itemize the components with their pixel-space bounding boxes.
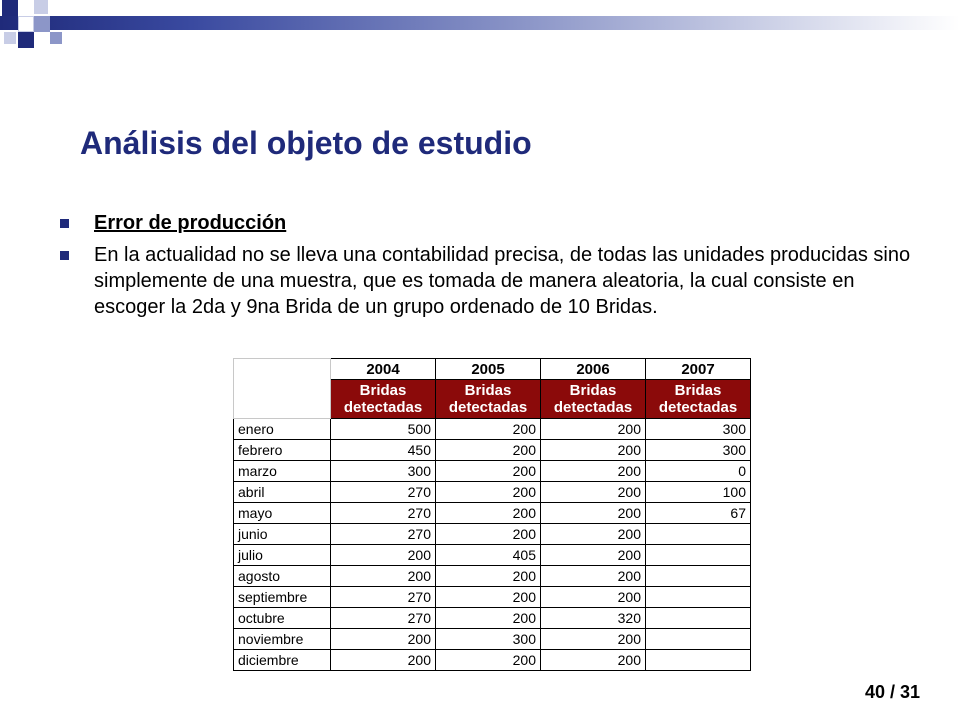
value-cell: 200 (541, 440, 646, 461)
square-bullet-icon (60, 251, 69, 260)
square-bullet-icon (60, 219, 69, 228)
value-cell: 200 (436, 608, 541, 629)
table-row (234, 482, 751, 503)
header-gradient-bar (0, 16, 960, 30)
value-cell (646, 524, 751, 545)
value-cell (646, 545, 751, 566)
value-cell: 200 (541, 461, 646, 482)
value-cell: 320 (541, 608, 646, 629)
table-row (234, 629, 751, 650)
decorative-square (34, 0, 48, 14)
value-cell: 200 (436, 587, 541, 608)
year-header: 2006 (541, 359, 646, 380)
table-row (234, 650, 751, 671)
value-cell: 200 (331, 545, 436, 566)
month-cell: septiembre (234, 587, 331, 608)
production-table (233, 358, 751, 671)
value-cell (646, 608, 751, 629)
value-cell: 200 (436, 503, 541, 524)
subheader-cell: Bridas detectadas (541, 380, 646, 419)
bullet-body-text: En la actualidad no se lleva una contabilidad precisa, de todas las unidades producidas sino simplemente de una muestra, que es tomada de manera aleatoria, la cual consiste en escoger la 2da y 9na Brida de un grupo ordenado de 10 Bridas. (94, 244, 911, 318)
bullet-item-heading (58, 210, 918, 236)
bullet-heading-text: Error de producción (94, 212, 287, 234)
value-cell: 450 (331, 440, 436, 461)
value-cell: 200 (331, 629, 436, 650)
bullet-list (58, 210, 918, 326)
year-header: 2007 (646, 359, 751, 380)
value-cell: 500 (331, 419, 436, 440)
value-cell: 270 (331, 608, 436, 629)
month-cell: mayo (234, 503, 331, 524)
table-row (234, 461, 751, 482)
year-header: 2004 (331, 359, 436, 380)
value-cell: 200 (541, 545, 646, 566)
month-cell: julio (234, 545, 331, 566)
table-row (234, 524, 751, 545)
value-cell (646, 629, 751, 650)
value-cell: 200 (541, 629, 646, 650)
table-body (234, 419, 751, 671)
value-cell: 270 (331, 587, 436, 608)
value-cell: 100 (646, 482, 751, 503)
subheader-cell: Bridas detectadas (436, 380, 541, 419)
table-row (234, 587, 751, 608)
month-cell: abril (234, 482, 331, 503)
table-row (234, 440, 751, 461)
value-cell: 200 (436, 566, 541, 587)
month-cell: agosto (234, 566, 331, 587)
month-cell: febrero (234, 440, 331, 461)
value-cell: 300 (436, 629, 541, 650)
table-row (234, 566, 751, 587)
month-cell: noviembre (234, 629, 331, 650)
table-row (234, 503, 751, 524)
value-cell: 300 (331, 461, 436, 482)
year-header: 2005 (436, 359, 541, 380)
decorative-square (50, 32, 62, 44)
value-cell: 200 (541, 566, 646, 587)
value-cell: 200 (541, 503, 646, 524)
value-cell: 200 (541, 650, 646, 671)
table-row (234, 608, 751, 629)
month-cell: enero (234, 419, 331, 440)
month-cell: marzo (234, 461, 331, 482)
slide-title: Análisis del objeto de estudio (80, 125, 532, 161)
decorative-square (34, 16, 50, 32)
value-cell: 200 (541, 587, 646, 608)
table-row (234, 419, 751, 440)
decorative-square (4, 32, 16, 44)
value-cell: 200 (541, 524, 646, 545)
value-cell (646, 650, 751, 671)
value-cell: 270 (331, 503, 436, 524)
value-cell: 300 (646, 419, 751, 440)
value-cell (646, 566, 751, 587)
value-cell: 200 (436, 440, 541, 461)
month-cell: octubre (234, 608, 331, 629)
decorative-square (18, 16, 34, 32)
value-cell: 200 (541, 419, 646, 440)
value-cell: 200 (541, 482, 646, 503)
subheader-cell: Bridas detectadas (331, 380, 436, 419)
value-cell: 200 (436, 419, 541, 440)
month-cell: diciembre (234, 650, 331, 671)
table-row (234, 545, 751, 566)
value-cell (646, 587, 751, 608)
value-cell: 67 (646, 503, 751, 524)
value-cell: 200 (331, 650, 436, 671)
subheader-cell: Bridas detectadas (646, 380, 751, 419)
page-number: 40 / 31 (864, 682, 920, 702)
value-cell: 405 (436, 545, 541, 566)
value-cell: 200 (436, 650, 541, 671)
value-cell: 0 (646, 461, 751, 482)
bullet-item-body (58, 242, 918, 320)
year-header-row (234, 359, 751, 380)
value-cell: 270 (331, 524, 436, 545)
value-cell: 200 (436, 524, 541, 545)
production-table-wrapper (233, 358, 751, 671)
value-cell: 200 (436, 461, 541, 482)
month-cell: junio (234, 524, 331, 545)
value-cell: 200 (436, 482, 541, 503)
value-cell: 270 (331, 482, 436, 503)
decorative-square (2, 0, 18, 16)
value-cell: 300 (646, 440, 751, 461)
decorative-square (18, 32, 34, 48)
table-corner-cell (234, 359, 331, 419)
value-cell: 200 (331, 566, 436, 587)
